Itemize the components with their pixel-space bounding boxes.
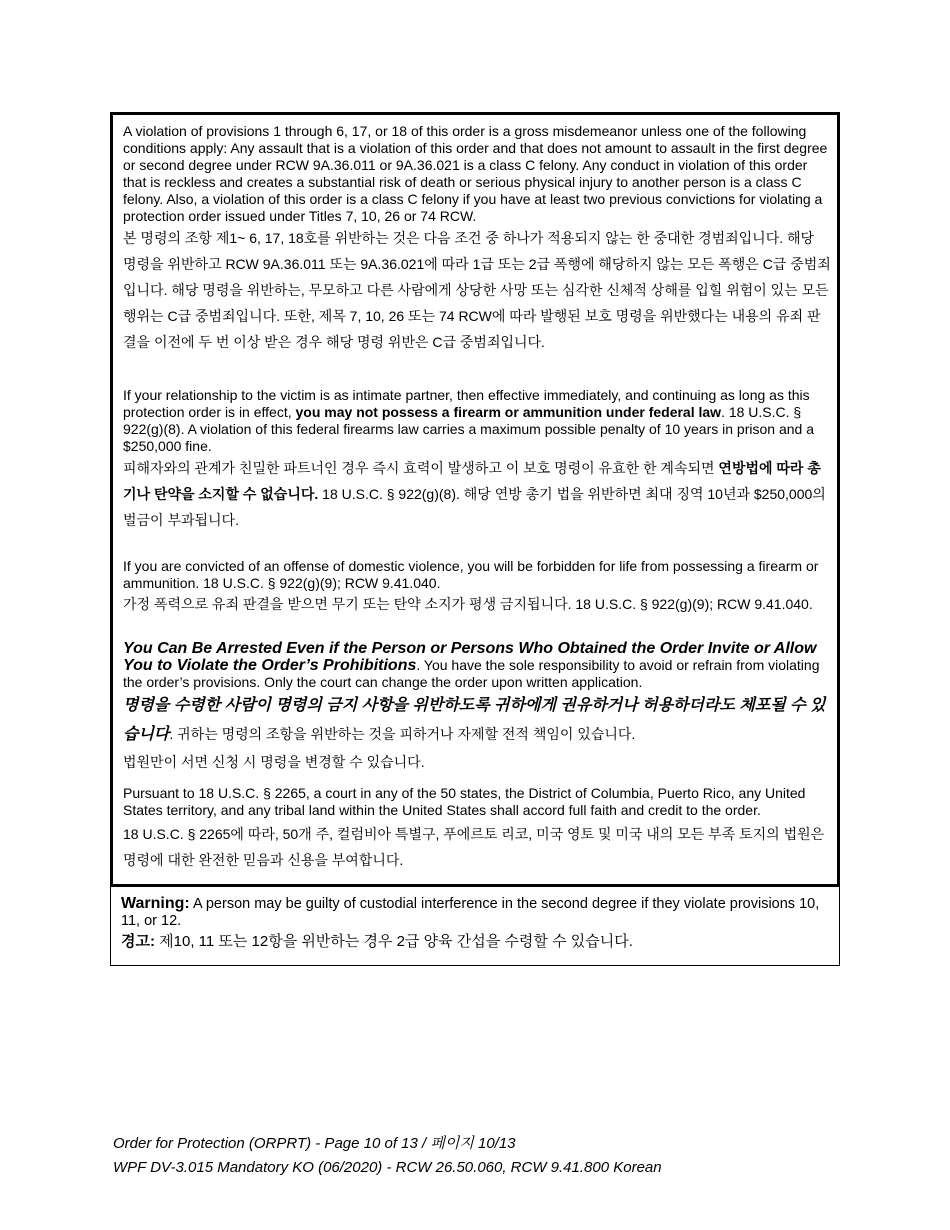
- warning-label-ko: 경고:: [121, 933, 155, 950]
- arrest-text-ko: [123, 691, 831, 749]
- bold-text: 연방법에 따라 총기나 탄약을 소지할 수 없습니다.: [123, 460, 821, 502]
- violation-text-en: A violation of provisions 1 through 6, 17, or 18 of this order is a gross misdemeanor unless one of the following conditions apply: Any assault that is a violation of this order and that does not amount to assault in the first degree or second degree under RCW 9A.36.011 or 9A.36.021 is a class C felony. Any conduct in violation of this order that is reckless and creates a substantial risk of death or serious physical injury to another person is a class C felony. Also, a violation of this order is a class C felony if you have at least two previous convictions for violating a protection order issued under Titles 7, 10, 26 or 74 RCW.: [123, 123, 828, 224]
- violation-text-ko: 본 명령의 조항 제1~ 6, 17, 18호를 위반하는 것은 다음 조건 중 하나가 적용되지 않는 한 중대한 경범죄입니다. 해당 명령을 위반하고 RCW 9A.36.011 또는 9A.36.021에 따라 1급 또는 2급 폭행에 해당하지 않는 모든 폭행은 C급 중범죄입니다. 해당 명령을 위반하는, 무모하고 다른 사람에게 상당한 사망 또는 심각한 신체적 상해를 입힐 위험이 있는 모든 행위는 C급 중범죄입니다. 또한, 제목 7, 10, 26 또는 74 RCW에 따라 발행된 보호 명령을 위반했다는 내용의 유죄 판결을 이전에 두 번 이상 받은 경우 해당 명령 위반은 C급 중범죄입니다.: [123, 230, 831, 350]
- full-faith-text-en: Pursuant to 18 U.S.C. § 2265, a court in any of the 50 states, the District of Columbia, Puerto Rico, any United States territory, and any tribal land within the United States shall accord full faith and credit to the order.: [123, 785, 806, 818]
- text: 피해자와의 관계가 친밀한 파트너인 경우 즉시 효력이 발생하고 이 보호 명령이 유효한 한 계속되면: [123, 460, 719, 476]
- text: A person may be guilty of custodial interference in the second degree if they violate provisions 10, 11, or 12.: [121, 896, 820, 929]
- page-footer: [113, 1132, 662, 1180]
- bold-italic-text: You Can Be Arrested Even if the Person or Persons Who Obtained the Order Invite or Allow You to Violate the Order’s Prohibitions: [123, 640, 817, 674]
- bold-italic-text: 명령을 수령한 사람이 명령의 금지 사항을 위반하도록 귀하에게 권유하거나 허용하더라도 체포될 수 있습니다: [123, 697, 826, 743]
- firearm-text-ko: [123, 455, 831, 533]
- violation-section: [123, 123, 831, 355]
- dv-text-en: If you are convicted of an offense of domestic violence, you will be forbidden for life from possessing a firearm or ammunition. 18 U.S.C. § 922(g)(9); RCW 9.41.040.: [123, 558, 819, 591]
- warning-text-en: [121, 895, 833, 930]
- full-faith-text-ko: 18 U.S.C. § 2265에 따라, 50개 주, 컬럼비아 특별구, 푸에르토 리코, 미국 영토 및 미국 내의 모든 부족 토지의 법원은 명령에 대한 완전한 믿음과 신용을 부여합니다.: [123, 826, 825, 868]
- text: 18 U.S.C. § 922(g)(8). 해당 연방 총기 법을 위반하면 최대 징역 10년과 $250,000의 벌금이 부과됩니다.: [123, 486, 826, 528]
- text: 제10, 11 또는 12항을 위반하는 경우 2급 양육 간섭을 수령할 수 있습니다.: [154, 933, 633, 950]
- dv-conviction-section: [123, 558, 831, 615]
- dv-text-ko: 가정 폭력으로 유죄 판결을 받으면 무기 또는 탄약 소지가 평생 금지됩니다. 18 U.S.C. § 922(g)(9); RCW 9.41.040.: [123, 596, 813, 612]
- firearm-section: [123, 387, 831, 533]
- text: . You have the sole responsibility to avoid or refrain from violating the order’s provisions. Only the court can change the order upon written application.: [123, 657, 820, 690]
- notice-box: [110, 112, 840, 887]
- text: . 귀하는 명령의 조항을 위반하는 것을 피하거나 자제할 전적 책임이 있습니다.: [169, 726, 636, 742]
- firearm-text-en: [123, 387, 831, 455]
- footer-page-info: Order for Protection (ORPRT) - Page 10 of 13 / 페이지 10/13: [113, 1135, 516, 1152]
- footer-form-info: WPF DV-3.015 Mandatory KO (06/2020) - RCW 26.50.060, RCW 9.41.800 Korean: [113, 1159, 662, 1176]
- warning-label: Warning:: [121, 895, 190, 912]
- full-faith-section: [123, 785, 831, 873]
- arrest-text-ko-2: 법원만이 서면 신청 시 명령을 변경할 수 있습니다.: [123, 754, 425, 770]
- arrest-section: [123, 640, 831, 775]
- text: If your relationship to the victim is as intimate partner, then effective immediately, and continuing as long as this protection order is in effect,: [123, 387, 810, 420]
- warning-text-ko: [121, 930, 833, 954]
- warning-box: [110, 884, 840, 966]
- text: . 18 U.S.C. § 922(g)(8). A violation of this federal firearms law carries a maximum possible penalty of 10 years in prison and a $250,000 fine.: [123, 404, 814, 454]
- arrest-text-en: [123, 640, 831, 691]
- bold-text: you may not possess a firearm or ammunition under federal law: [295, 404, 722, 420]
